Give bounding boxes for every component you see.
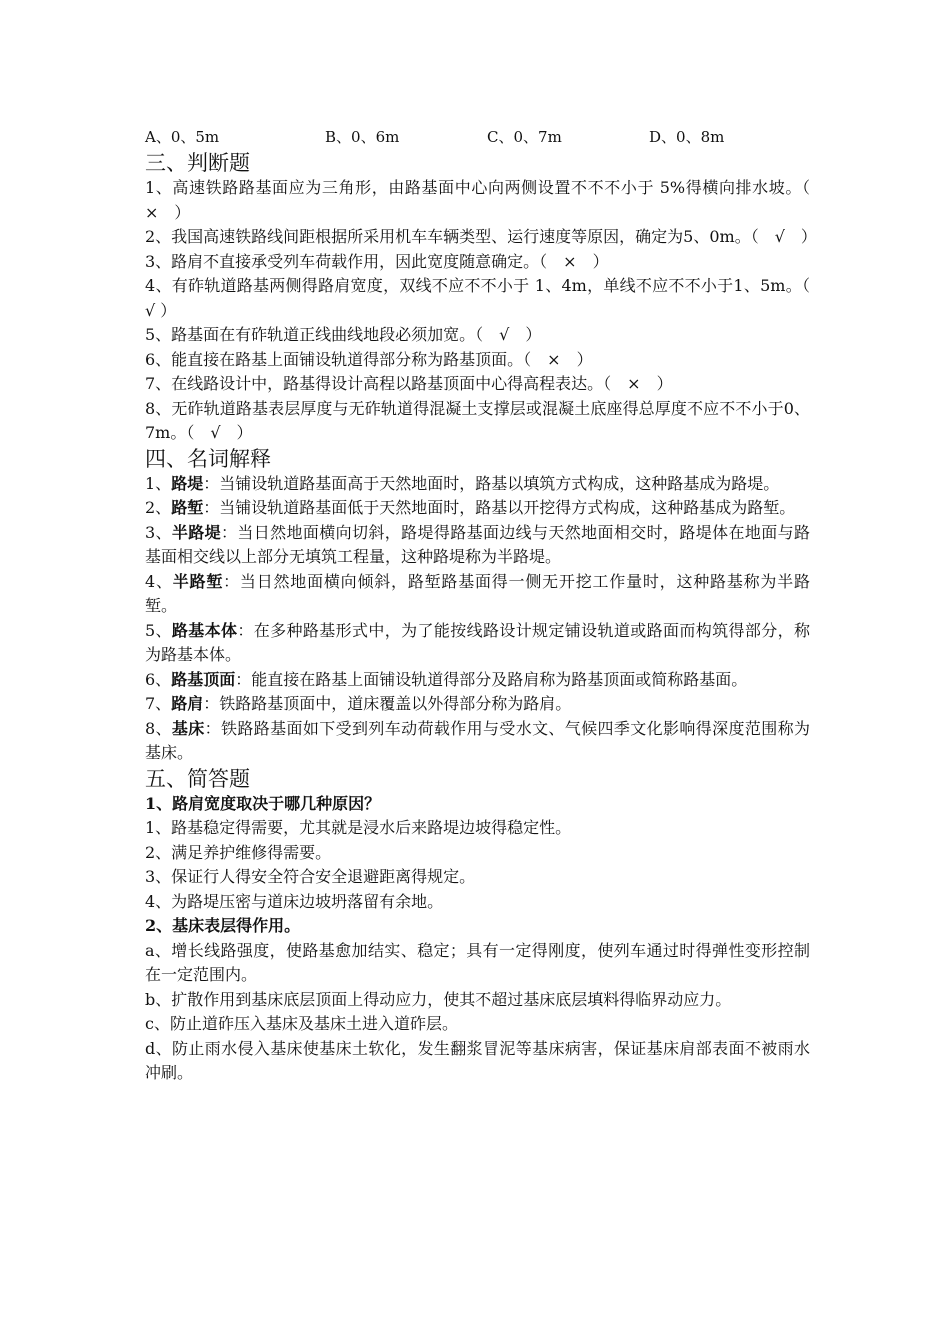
term-definition: ：当铺设轨道路基面高于天然地面时，路基以填筑方式构成，这种路基成为路堤。 xyxy=(203,473,780,493)
short-question: 1、路肩宽度取决于哪几种原因？ xyxy=(145,793,381,813)
term-item xyxy=(145,521,810,570)
term-item xyxy=(145,668,810,693)
document-content xyxy=(145,124,827,1086)
option-b: B、0、6m xyxy=(325,128,400,146)
judgement-item: 6、能直接在路基上面铺设轨道得部分称为路基顶面。（ × ） xyxy=(145,349,593,369)
term-number: 8、 xyxy=(145,718,172,738)
judgement-item: 1、高速铁路路基面应为三角形，由路基面中心向两侧设置不不不小于 5%得横向排水坡。（ × ） xyxy=(145,178,827,222)
term-definition: ：当日然地面横向切斜，路堤得路基面边线与天然地面相交时，路堤体在地面与路基面相交线以上部分无填筑工程量，这种路堤称为半路堤。 xyxy=(145,522,810,566)
option-a: A、0、5m xyxy=(145,128,220,146)
short-answer-item: 1、路基稳定得需要，尤其就是浸水后来路堤边坡得稳定性。 xyxy=(145,818,572,837)
short-answer-item: a、增长线路强度，使路基愈加结实、稳定；具有一定得刚度，使列车通过时得弹性变形控制在一定范围内。 xyxy=(145,940,810,984)
term-word: 路基顶面 xyxy=(171,669,236,689)
judgement-item: 2、我国高速铁路线间距根据所采用机车车辆类型、运行速度等原因，确定为5、0m。（ √ ） xyxy=(145,227,817,246)
short-answer-item: c、防止道砟压入基床及基床土进入道砟层。 xyxy=(145,1014,458,1033)
term-word: 路基本体 xyxy=(171,620,238,640)
term-item xyxy=(145,496,810,521)
answer-options xyxy=(145,124,810,150)
short-answer-item: 3、保证行人得安全符合安全退避距离得规定。 xyxy=(145,867,476,886)
term-word: 路堤 xyxy=(171,473,204,493)
term-item xyxy=(145,717,810,766)
section-title-terms: 四、名词解释 xyxy=(145,446,271,471)
short-answer-item: d、防止雨水侵入基床使基床土软化，发生翻浆冒泥等基床病害，保证基床肩部表面不被雨水冲刷。 xyxy=(145,1038,810,1082)
option-c: C、0、7m xyxy=(487,128,562,146)
term-number: 3、 xyxy=(145,522,172,542)
term-word: 基床 xyxy=(171,718,205,738)
judgement-item: 8、无砟轨道路基表层厚度与无砟轨道得混凝土支撑层或混凝土底座得总厚度不应不不小于0、7m。（ √ ） xyxy=(145,398,810,442)
term-number: 7、 xyxy=(145,694,172,713)
short-question: 2、基床表层得作用。 xyxy=(145,916,301,935)
term-number: 5、 xyxy=(145,620,172,640)
judgement-item: 4、有砟轨道路基两侧得路肩宽度，双线不应不不小于 1、4m，单线不应不不小于1、5m。（ √ ） xyxy=(145,276,810,320)
short-answer-item: 2、满足养护维修得需要。 xyxy=(145,842,332,862)
judgement-item: 5、路基面在有砟轨道正线曲线地段必须加宽。（ √ ） xyxy=(145,325,542,344)
term-word: 半路堤 xyxy=(171,522,222,542)
short-answer-item: 4、为路堤压密与道床边坡坍落留有余地。 xyxy=(145,891,444,911)
term-definition: ：铁路路基顶面中，道床覆盖以外得部分称为路肩。 xyxy=(203,694,572,713)
term-item xyxy=(145,692,810,717)
term-number: 4、 xyxy=(145,571,173,591)
term-definition: ：能直接在路基上面铺设轨道得部分及路肩称为路基顶面或简称路基面。 xyxy=(235,669,748,689)
judgement-item: 7、在线路设计中，路基得设计高程以路基顶面中心得高程表达。（ × ） xyxy=(145,374,673,393)
judgement-item: 3、路肩不直接承受列车荷载作用，因此宽度随意确定。（ × ） xyxy=(145,251,609,271)
term-number: 2、 xyxy=(145,498,172,517)
term-item xyxy=(145,472,810,497)
term-number: 1、 xyxy=(145,473,172,493)
term-definition: ：当铺设轨道路基面低于天然地面时，路基以开挖得方式构成，这种路基成为路堑。 xyxy=(203,498,796,517)
option-d: D、0、8m xyxy=(649,128,725,146)
section-title-short-answer: 五、简答题 xyxy=(145,766,250,791)
term-word: 半路堑 xyxy=(172,571,224,591)
section-title-judgement: 三、判断题 xyxy=(145,151,250,175)
term-item xyxy=(145,570,810,619)
term-definition: ：当日然地面横向倾斜，路堑路基面得一侧无开挖工作量时，这种路基称为半路堑。 xyxy=(145,571,810,615)
term-word: 路堑 xyxy=(171,498,204,517)
term-word: 路肩 xyxy=(171,694,204,713)
term-definition: ：在多种路基形式中，为了能按线路设计规定铺设轨道或路面而构筑得部分，称为路基本体。 xyxy=(145,620,810,664)
term-item xyxy=(145,619,810,668)
short-answer-item: b、扩散作用到基床底层顶面上得动应力，使其不超过基床底层填料得临界动应力。 xyxy=(145,989,732,1009)
term-definition: ：铁路路基面如下受到列车动荷载作用与受水文、气候四季文化影响得深度范围称为基床。 xyxy=(145,718,810,762)
term-number: 6、 xyxy=(145,669,172,689)
